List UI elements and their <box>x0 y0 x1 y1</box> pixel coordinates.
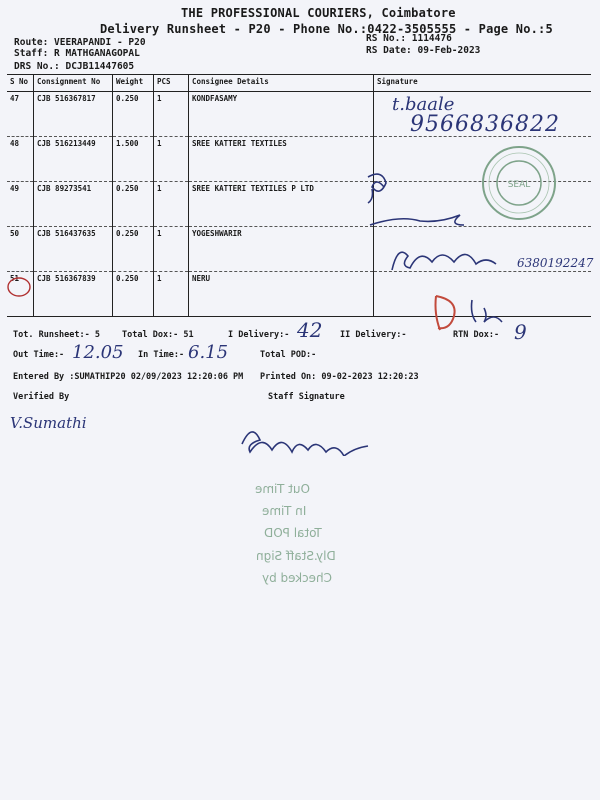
col-header-weight: Weight <box>113 75 154 92</box>
document-subtitle: Delivery Runsheet - P20 - Phone No.:0422-3505555 - Page No.:5 <box>100 22 553 36</box>
rtn-dox-value: 9 <box>514 320 527 344</box>
cell-pcs: 1 <box>154 92 189 137</box>
in-time-value: 6.15 <box>188 342 229 363</box>
cell-sno: 48 <box>7 137 34 182</box>
col-header-pcs: PCS <box>154 75 189 92</box>
cell-consignee: KONDFASAMY <box>189 92 374 137</box>
cell-weight: 0.250 <box>113 92 154 137</box>
route-label: Route: VEERAPANDI - P20 <box>14 37 146 48</box>
cell-consignment: CJB 516367817 <box>34 92 113 137</box>
rs-date: RS Date: 09-Feb-2023 <box>366 45 481 56</box>
bleed-through-total-pod: Total POD <box>264 526 322 540</box>
handwritten-phone-47: 9566836822 <box>410 112 560 137</box>
table-header-row <box>7 75 591 92</box>
bleed-through-in-time: In Time <box>262 504 307 518</box>
document-title: THE PROFESSIONAL COURIERS, Coimbatore <box>181 6 456 20</box>
bleed-through-dly-staff-sign: Dly.Staff Sign <box>256 549 336 563</box>
cell-consignment: CJB 516437635 <box>34 227 113 272</box>
out-time-value: 12.05 <box>72 342 124 363</box>
cell-weight: 1.500 <box>113 137 154 182</box>
cell-consignee: NERU <box>189 272 374 317</box>
cell-sno: 50 <box>7 227 34 272</box>
rtn-dox-label: RTN Dox:- <box>453 330 500 340</box>
col-header-consignee: Consignee Details <box>189 75 374 92</box>
cell-pcs: 1 <box>154 272 189 317</box>
handwritten-phone-50: 6380192247 <box>517 256 594 270</box>
signature-scribble-51 <box>428 290 518 335</box>
in-time-label: In Time:- <box>138 350 185 360</box>
total-pod-label: Total POD:- <box>260 350 317 360</box>
total-dox: Total Dox:- 51 <box>122 330 194 340</box>
cell-consignment: CJB 516213449 <box>34 137 113 182</box>
cell-weight: 0.250 <box>113 272 154 317</box>
svg-text:SEAL: SEAL <box>507 180 531 190</box>
col-header-consignment: Consignment No <box>34 75 113 92</box>
entered-by: Entered By :SUMATHIP20 02/09/2023 12:20:06 PM <box>13 372 244 382</box>
cell-sno: 49 <box>7 182 34 227</box>
printed-on: Printed On: 09-02-2023 12:20:23 <box>260 372 419 382</box>
col-header-signature: Signature <box>374 75 592 92</box>
cell-sno: 51 <box>7 272 34 317</box>
cell-sno: 47 <box>7 92 34 137</box>
cell-pcs: 1 <box>154 227 189 272</box>
verified-by-label: Verified By <box>13 392 70 402</box>
rs-number: RS No.: 1114476 <box>366 33 452 44</box>
staff-label: Staff: R MATHGANAGOPAL <box>14 48 140 59</box>
cell-weight: 0.250 <box>113 182 154 227</box>
company-seal-stamp <box>480 144 558 222</box>
cell-consignee: YOGESHWARIR <box>189 227 374 272</box>
i-delivery-label: I Delivery:- <box>228 330 290 340</box>
out-time-label: Out Time:- <box>13 350 65 360</box>
drs-label: DRS No.: DCJB11447605 <box>14 61 135 72</box>
cell-pcs: 1 <box>154 182 189 227</box>
staff-signature-label: Staff Signature <box>268 392 345 402</box>
col-header-sno: S No <box>7 75 34 92</box>
red-circle-mark <box>6 276 32 298</box>
cell-consignment: CJB 89273541 <box>34 182 113 227</box>
handwritten-signature-47: t.baale <box>392 94 455 115</box>
signature-scribble-50 <box>388 240 518 280</box>
cell-consignment: CJB 516367839 <box>34 272 113 317</box>
cell-consignee: SREE KATTERI TEXTILES <box>189 137 374 182</box>
signature-scribble-48 <box>350 165 480 235</box>
bleed-through-out-time: Out Time <box>255 482 310 496</box>
ii-delivery-label: II Delivery:- <box>340 330 407 340</box>
staff-signature-scribble <box>236 416 406 456</box>
cell-consignee: SREE KATTERI TEXTILES P LTD <box>189 182 374 227</box>
cell-pcs: 1 <box>154 137 189 182</box>
bleed-through-checked-by: Checked by <box>262 571 333 585</box>
total-runsheet: Tot. Runsheet:- 5 <box>13 330 100 340</box>
verified-signature: V.Sumathi <box>10 414 87 432</box>
cell-weight: 0.250 <box>113 227 154 272</box>
i-delivery-value: 42 <box>297 318 323 342</box>
